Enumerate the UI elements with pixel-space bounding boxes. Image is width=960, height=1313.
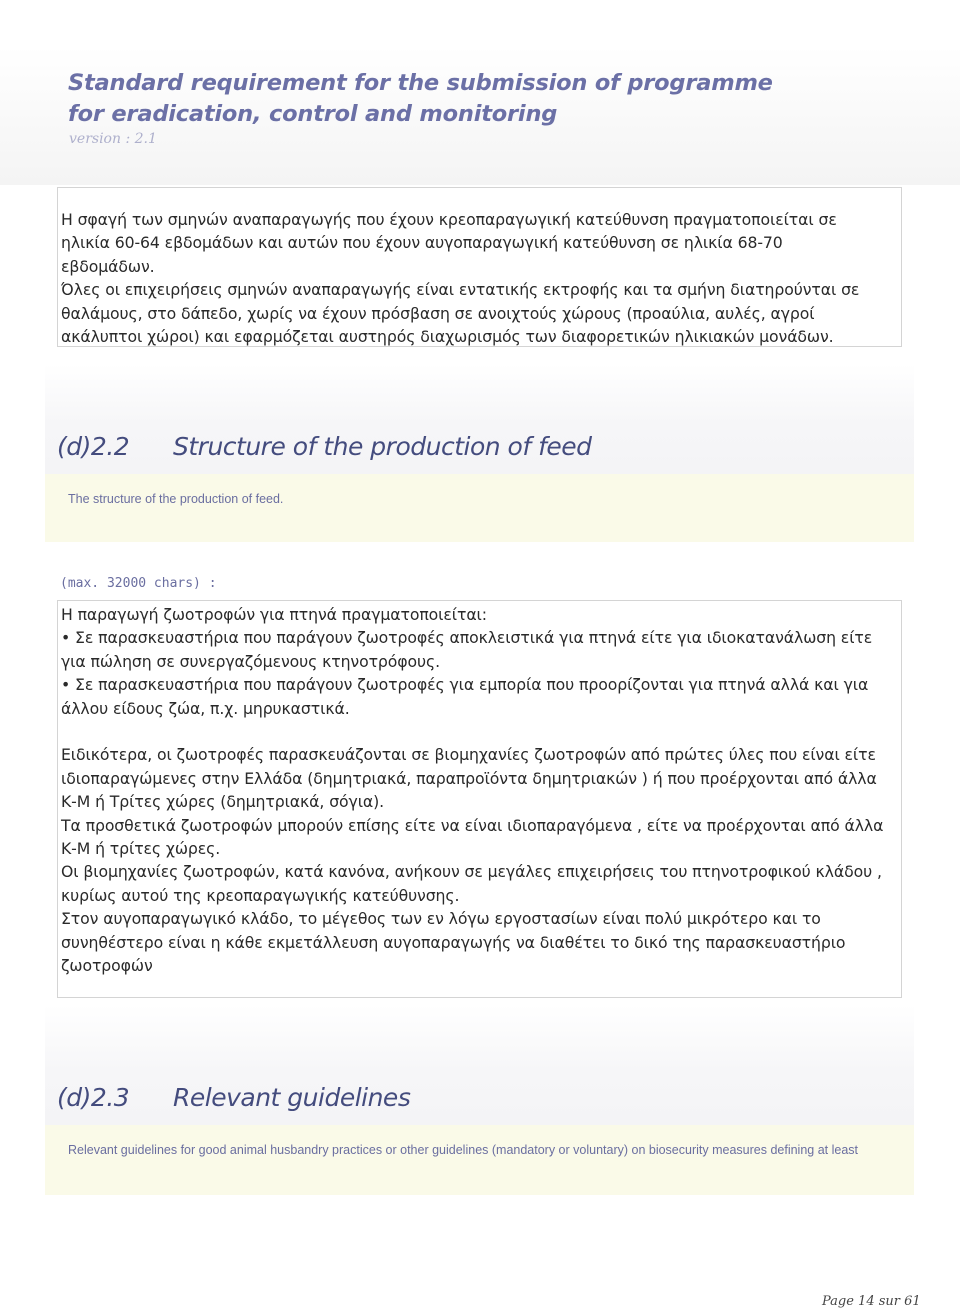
text-line: κυρίως αυτού της κρεοπαραγωγικής κατεύθυνσης. [61, 885, 460, 905]
section-number: (d)2.3 [57, 1083, 130, 1112]
text-line: Ειδικότερα, οι ζωοτροφές παρασκευάζονται σε βιομηχανίες ζωοτροφών από πρώτες ύλες που είναι είτε [61, 745, 876, 765]
text-line: ηλικία 60-64 εβδομάδων και αυτών που έχουν αυγοπαραγωγική κατεύθυνση σε ηλικία 68-70 [61, 233, 783, 253]
section-hint: Relevant guidelines for good animal husbandry practices or other guidelines (mandatory or voluntary) on biosecurity measures defining at least [45, 1125, 914, 1195]
text-line: θαλάμους, στο δάπεδο, χωρίς να έχουν πρόσβαση σε ανοιχτούς χώρους (προαύλια, αυλές, αγροί [61, 303, 815, 323]
text-line: Οι βιομηχανίες ζωοτροφών, κατά κανόνα, ανήκουν σε μεγάλες επιχειρήσεις του πτηνοτροφικού κλάδου , [61, 862, 882, 882]
text-line: ζωοτροφών [61, 956, 153, 976]
version-label: version : 2.1 [69, 131, 157, 147]
text-line: Όλες οι επιχειρήσεις σμηνών αναπαραγωγής είναι εντατικής εκτροφής και τα σμήνη διατηρούνται σε [61, 280, 860, 300]
text-line: Κ-Μ ή τρίτες χώρες. [61, 839, 221, 859]
text-line: • Σε παρασκευαστήρια που παράγουν ζωοτροφές για εμπορία που προορίζονται για πτηνά αλλά και για [61, 675, 869, 695]
answer-text-box-1[interactable] [57, 187, 902, 347]
section-header-d2-2 [45, 364, 914, 474]
section-header-d2-3 [45, 1005, 914, 1125]
text-line: ιδιοπαραγώμενες στην Ελλάδα (δημητριακά, παραπροϊόντα δημητριακών ) ή που προέρχονται από άλλα [61, 768, 877, 788]
paragraph-gap [61, 720, 891, 743]
document-title-line2: for eradication, control and monitoring [68, 101, 558, 127]
section-number: (d)2.2 [57, 432, 130, 461]
text-line: εβδομάδων. [61, 256, 155, 276]
text-line: Η σφαγή των σμηνών αναπαραγωγής που έχουν κρεοπαραγωγική κατεύθυνση πραγματοποιείται σε [61, 210, 837, 229]
document-title [68, 68, 773, 130]
section-title: Structure of the production of feed [173, 432, 592, 461]
text-line: για πώληση σε συνεργαζόμενους κτηνοτρόφους. [61, 651, 440, 671]
section-hint: The structure of the production of feed. [45, 474, 914, 542]
text-line: άλλου είδους ζώα, π.χ. μηρυκαστικά. [61, 698, 350, 718]
page-number: Page 14 sur 61 [822, 1294, 921, 1309]
max-chars-label: (max. 32000 chars) : [60, 576, 217, 591]
text-line: Στον αυγοπαραγωγικό κλάδο, το μέγεθος των εν λόγω εργοστασίων είναι πολύ μικρότερο και το [61, 909, 821, 929]
text-line: Η παραγωγή ζωοτροφών για πτηνά πραγματοποιείται: [61, 605, 487, 624]
text-line: συνηθέστερο είναι η κάθε εκμετάλλευση αυγοπαραγωγής να διαθέτει το δικό της παρασκευαστήριο [61, 932, 846, 952]
document-title-line1: Standard requirement for the submission of programme [68, 70, 773, 96]
answer-text-box-2[interactable] [57, 600, 902, 998]
text-line: Τα προσθετικά ζωοτροφών μπορούν επίσης είτε να είναι ιδιοπαραγόμενα , είτε να προέρχονται από άλλα [61, 815, 884, 835]
text-line: ακάλυπτοι χώροι) και εφαρμόζεται αυστηρός διαχωρισμός των διαφορετικών ηλικιακών μονάδων. [61, 327, 834, 347]
section-title: Relevant guidelines [173, 1083, 411, 1112]
text-line: Κ-Μ ή Τρίτες χώρες (δημητριακά, σόγια). [61, 792, 385, 812]
text-line: • Σε παρασκευαστήρια που παράγουν ζωοτροφές αποκλειστικά για πτηνά είτε για ιδιοκατανάλωση είτε [61, 628, 873, 648]
